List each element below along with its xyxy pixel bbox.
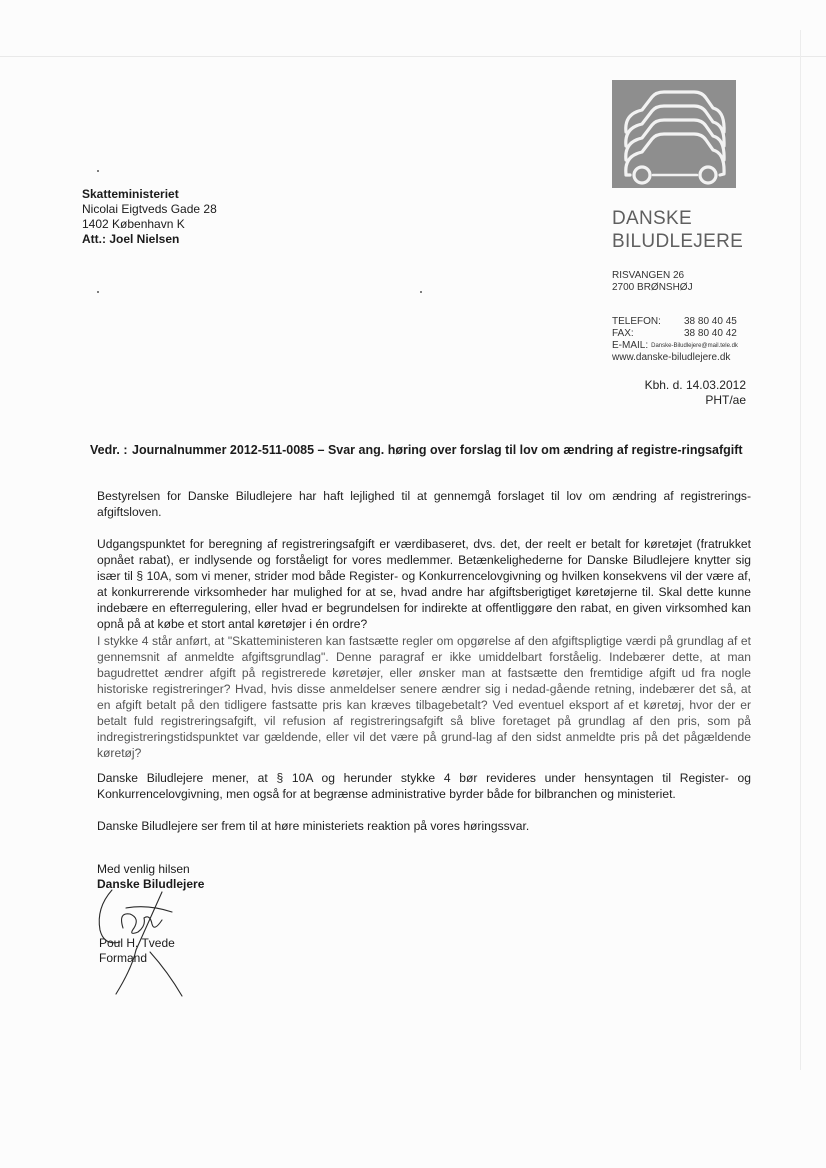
fax-row: [612, 328, 752, 340]
body-paragraph: Danske Biludlejere mener, at § 10A og herunder stykke 4 bør revideres under hensyntagen til Register- og Konkurrencelovgivning, men også for at begrænse administrative byrder både for bilbranchen og ministeriet.: [97, 771, 751, 801]
phone-value: 38 80 40 45: [684, 316, 737, 327]
closing-organization: Danske Biludlejere: [97, 877, 205, 891]
scan-speck: [97, 291, 99, 293]
signer-title: Formand: [99, 951, 148, 965]
email-value[interactable]: Danske-Biludlejere@mail.tele.dk: [651, 343, 738, 349]
body-paragraph: I stykke 4 står anført, at "Skatteministeren kan fastsætte regler om opgørelse af den afgiftspligtige værdi på grundlag af et gennemsnit af anmeldte afgiftsgrundlag". Denne paragraf er ikke umiddelbart forståelig. Indebærer dette, at man bagudrettet ændrer afgift på registrerede køretøjer, eller ønsker man at fastsætte den fremtidige afgift ud fra nogle historiske registreringer? Hvad, hvis disse anmeldelser senere ændrer sig i nedad-gående retning, indebærer det så, at en afgift betalt på den tidligere fastsatte pris kan kræves tilbagebetalt? Ved eventuel eksport af et køretøj, hvor der er betalt fuld registreringsafgift, vil refusion af registreringsafgift så blive foretaget på grundlag af den pris, som på indregistreringstidspunktet var gældende, eller vil det være på grund-lag af den sidst anmeldte pris på det pågældende køretøj?: [97, 634, 751, 760]
phone-row: [612, 316, 752, 328]
scan-speck: [420, 291, 422, 293]
sender-city: 2700 BRØNSHØJ: [612, 282, 693, 293]
sender-address: [612, 270, 693, 294]
letter-reference: PHT/ae: [705, 393, 746, 407]
subject-line: [90, 442, 752, 458]
fax-value: 38 80 40 42: [684, 328, 737, 339]
closing-greeting: Med venlig hilsen: [97, 862, 190, 876]
email-row: [612, 340, 752, 352]
website-link[interactable]: www.danske-biludlejere.dk: [612, 352, 731, 363]
date-and-reference: [612, 378, 746, 408]
subject-label: Vedr. :: [90, 443, 128, 457]
subject-text: Journalnummer 2012-511-0085 – Svar ang. høring over forslag til lov om ændring af registre-ringsafgift: [132, 443, 743, 457]
stacked-cars-icon: [612, 80, 736, 188]
body-paragraph: Udgangspunktet for beregning af registreringsafgift er værdibaseret, dvs. det, der reelt er betalt for køretøjet (fratrukket opnået rabat), er indlysende og forståeligt for vores medlemmer. Betænkelighederne for Danske Biludlejere knytter sig især til § 10A, som vi mener, strider mod både Register- og Konkurrencelovgivning og hvilken konsekvens vil der være af, at konkurrerende virksomheder har mulighed for at se, hvad andre har afgiftsberigtiget køretøjerne til. Skal dette kunne indebære en efterregulering, eller hvad er begrundelsen for indirekte at offentliggøre den rabat, en given virksomhed kan opnå på at købe et stort antal køretøjer i én ordre?: [97, 537, 751, 631]
recipient-attention: Att.: Joel Nielsen: [82, 232, 180, 246]
scan-speck: [97, 170, 99, 172]
recipient-address: [82, 187, 217, 247]
brand-line-2: BILUDLEJERE: [612, 231, 744, 252]
body-paragraph: Danske Biludlejere ser frem til at høre ministeriets reaktion på vores høringssvar.: [97, 819, 530, 833]
brand-name: [612, 207, 743, 253]
scan-edge-line: [0, 56, 826, 57]
scan-edge-line: [800, 30, 801, 1070]
fax-label: FAX:: [612, 328, 634, 339]
email-label: E-MAIL:: [612, 340, 649, 351]
recipient-street: Nicolai Eigtveds Gade 28: [82, 202, 217, 216]
closing-block: [97, 862, 204, 892]
sender-street: RISVANGEN 26: [612, 270, 685, 281]
sender-contact: [612, 316, 752, 364]
recipient-name: Skatteministeriet: [82, 187, 179, 201]
signer-block: [99, 936, 175, 966]
body-paragraph: Bestyrelsen for Danske Biludlejere har haft lejlighed til at gennemgå forslaget til lov om ændring af registrerings-afgiftsloven.: [97, 489, 751, 519]
brand-line-1: DANSKE: [612, 208, 692, 229]
recipient-city: 1402 København K: [82, 217, 185, 231]
phone-label: TELEFON:: [612, 316, 661, 327]
signer-name: Poul H. Tvede: [99, 936, 175, 950]
letter-date: Kbh. d. 14.03.2012: [644, 378, 746, 392]
